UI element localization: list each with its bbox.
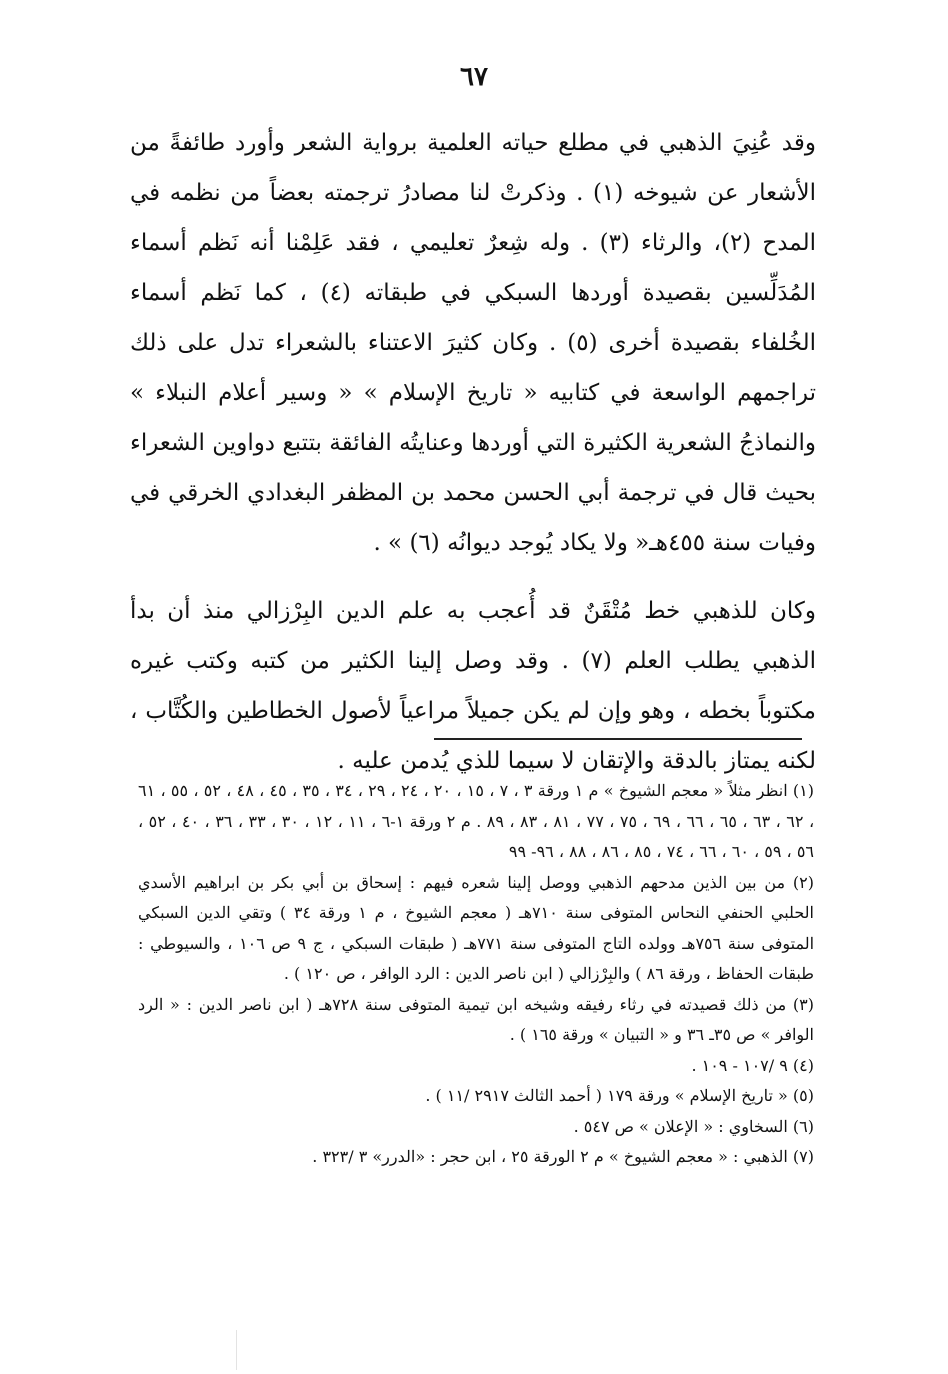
footnote-4: (٤) ٩ /١٠٧ - ١٠٩ . [691, 1055, 814, 1075]
footnote-3: (٣) من ذلك قصيدته في رثاء رفيقه وشيخه ابن تيمية المتوفى سنة ٧٢٨هـ ( ابن ناصر الدين : « الرد الوافر » ص ٣٥ـ ٣٦ و « التبيان » ورقة ١٦٥ ) . [138, 994, 814, 1044]
footnote-5: (٥) « تاريخ الإسلام » ورقة ١٧٩ ( أحمد الثالث ٢٩١٧ /١١ ) . [425, 1086, 814, 1105]
paragraph: وكان للذهبي خط مُتْقَنٌ قد أُعجب به علم الدين البِرْزالي منذ أن بدأ الذهبي يطلب العلم (٧) . وقد وصل إلينا الكثير من كتبه وكتب غيره مكتوباً بخطه ، وهو وإن لم يكن جميلاً مراعياً لأصول الخطاطين والكُتَّاب ، لكنه يمتاز بالدقة والإتقان لا سيما للذي يُدمن عليه . [130, 598, 816, 774]
footnote-6: (٦) السخاوي : « الإعلان » ص ٥٤٧ . [573, 1116, 814, 1136]
footnote-divider [434, 738, 802, 740]
footnote-1: (١) انظر مثلاً « معجم الشيوخ » م ١ ورقة ٣ ، ٧ ، ١٥ ، ٢٠ ، ٢٤ ، ٢٩ ، ٣٤ ، ٣٥ ، ٤٥ ، ٤٨ ، ٥٢ ، ٥٥ ، ٦١ ، ٦٢ ، ٦٣ ، ٦٥ ، ٦٦ ، ٦٩ ، ٧٥ ، ٧٧ ، ٨١ ، ٨٣ ، ٨٩ . م ٢ ورقة ١-٦ ، ١١ ، ١٢ ، ٣٠ ، ٣٣ ، ٣٦ ، ٤٠ ، ٥٢ ، ٥٦ ، ٥٩ ، ٦٠ ، ٦٦ ، ٧٤ ، ٨٥ ، ٨٦ ، ٨٨ ، ٩٦- ٩٩ [138, 781, 815, 861]
paragraph: وقد عُنِيَ الذهبي في مطلع حياته العلمية برواية الشعر وأورد طائفةً من الأشعار عن شيوخه (١) . وذكرتْ لنا مصادرُ ترجمته بعضاً من نظمه في المدح (٢)، والرثاء (٣) . وله شِعرٌ تعليمي ، فقد عَلِمْنا أنه نَظم أسماء المُدَلِّسين بقصيدة أوردها السبكي في طبقاته (٤) ، كما نَظم أسماء الخُلفاء بقصيدة أخرى (٥) . وكان كثيرَ الاعتناء بالشعراء تدل على ذلك تراجمهم الواسعة في كتابيه « تاريخ الإسلام » « وسير أعلام النبلاء » والنماذجُ الشعرية الكثيرة التي أوردها وعنايتُه الفائقة بتتبع دواوين الشعراء بحيث قال في ترجمة أبي الحسن محمد بن المظفر البغدادي الخرقي في وفيات سنة ٤٥٥هـ« ولا يكاد يُوجد ديوانُه (٦) » . [130, 130, 817, 556]
footnote-7: (٧) الذهبي : « معجم الشيوخ » م ٢ الورقة ٢٥ ، ابن حجر : «الدرر» ٣ /٣٢٣ . [312, 1147, 814, 1166]
page-number: ٦٧ [460, 62, 488, 92]
footnotes [138, 776, 814, 1173]
main-text [130, 118, 816, 786]
scan-artifact-line [236, 1330, 237, 1370]
footnote-2: (٢) من بين الذين مدحهم الذهبي ووصل إلينا شعره فيهم : إسحاق بن أبي بكر بن ابراهيم الأسدي الحلبي الحنفي النحاس المتوفى سنة ٧١٠هـ ( معجم الشيوخ ، م ١ ورقة ٣٤ ) وتقي الدين السبكي المتوفى سنة ٧٥٦هـ وولده التاج المتوفى سنة ٧٧١هـ ( طبقات السبكي ، ج ٩ ص ١٠٦ ، والسيوطي : طبقات الحفاظ ، ورقة ٨٦ ) والبِرْزالي ( ابن ناصر الدين : الرد الوافر ، ص ١٢٠ ) . [138, 872, 815, 983]
